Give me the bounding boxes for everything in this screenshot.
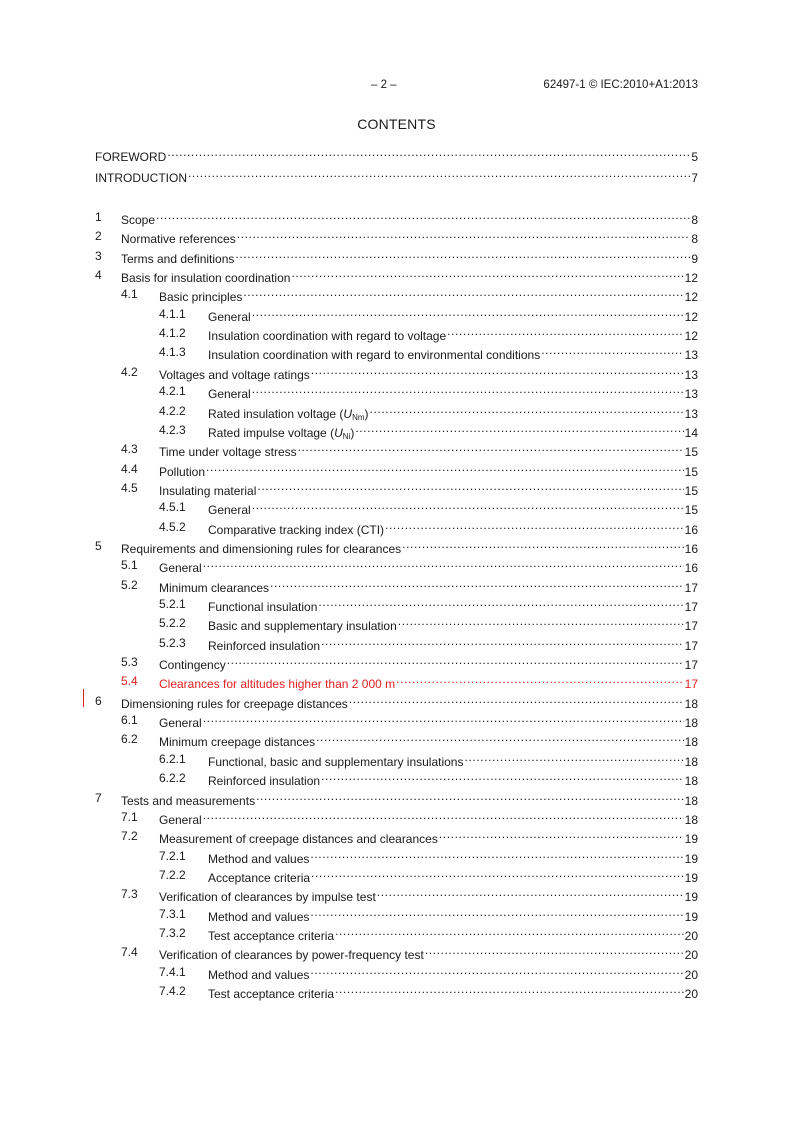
dot-leader [257, 481, 683, 495]
toc-entry[interactable] [95, 597, 698, 614]
toc-entry[interactable] [95, 422, 698, 441]
dot-leader [355, 423, 683, 437]
toc-entry-title [208, 407, 369, 421]
toc-entry-page: 8 [691, 213, 698, 227]
toc-entry-title: Contingency [159, 658, 226, 673]
dot-leader [321, 771, 684, 785]
dot-leader [237, 229, 691, 243]
dot-leader [318, 597, 683, 611]
toc-entry-page: 12 [684, 329, 698, 344]
toc-entry[interactable] [95, 326, 698, 344]
dot-leader [541, 345, 683, 359]
toc-entry-title: General [208, 387, 251, 402]
toc-entry[interactable] [95, 384, 698, 402]
toc-entry[interactable] [95, 287, 698, 305]
toc-entry[interactable]: 7 Tests and measurements ..... 18 [95, 791, 698, 805]
dot-leader [252, 500, 684, 514]
toc-entry-number: 4.2.1 [159, 384, 186, 399]
toc-entry-page: 16 [684, 522, 698, 537]
toc-entry-title: General [208, 503, 251, 518]
dot-leader [252, 307, 684, 321]
toc-entry-title: Method and values [208, 851, 310, 866]
toc-entry[interactable] [95, 558, 698, 576]
toc-entry-page: 19 [684, 870, 698, 885]
toc-entry-title: Reinforced insulation [208, 638, 321, 653]
toc-entry[interactable] [95, 461, 698, 479]
toc-entry-number: 4.3 [121, 442, 138, 457]
toc-entry-number: 7.2 [121, 829, 138, 844]
toc-entry-title: Verification of clearances by power-frequency test [159, 948, 424, 963]
dot-leader [188, 168, 690, 182]
dot-leader [298, 442, 684, 456]
toc-entry-number: 7.4.2 [159, 984, 186, 998]
toc-entry-title: Basic principles [159, 290, 243, 305]
voltage-symbol: U [343, 406, 353, 421]
toc-entry-title: Pollution [159, 464, 206, 479]
dot-leader [385, 520, 684, 534]
toc-entry-title-suffix: ) [350, 425, 355, 440]
toc-entry-number: 5.2.2 [159, 616, 186, 631]
toc-entry[interactable] [95, 829, 698, 847]
toc-entry-title-part: Rated impulse voltage ( [208, 425, 335, 440]
toc-entry-page: 16 [684, 561, 698, 576]
toc-entry-number: 7.3.1 [159, 906, 186, 921]
toc-entry-page: 17 [684, 580, 698, 595]
toc-entry[interactable] [95, 964, 698, 982]
dot-leader [167, 147, 690, 161]
toc-entry[interactable]: 2 Normative references ..... 8 [95, 229, 698, 243]
toc-entry-page: 17 [684, 658, 698, 673]
toc-entry[interactable] [95, 500, 698, 518]
dot-leader [398, 616, 684, 630]
toc-entry-title: General [208, 309, 251, 324]
toc-entry-page: 18 [684, 716, 698, 731]
page-number: – 2 – [371, 79, 397, 91]
toc-entry-title: Measurement of creepage distances and clearances [159, 832, 438, 847]
toc-entry-page: 13 [684, 387, 698, 402]
toc-entry-title: Insulation coordination with regard to environmental conditions [208, 348, 541, 363]
toc-entry-page: 18 [684, 754, 698, 769]
toc-entry-title: Reinforced insulation [208, 774, 321, 789]
toc-entry[interactable]: 4 Basis for insulation coordination ..... 12 [95, 268, 698, 282]
toc-entry-title: Test acceptance criteria [208, 928, 335, 943]
toc-entry-page: 17 [684, 600, 698, 614]
dot-leader [243, 287, 683, 301]
toc-entry[interactable] [95, 306, 698, 324]
toc-entry-page: 19 [684, 909, 698, 924]
toc-entry[interactable]: 1 Scope ..... 8 [95, 210, 698, 224]
toc-entry-page: 19 [684, 890, 698, 905]
toc-entry-page: 13 [684, 348, 698, 363]
dot-leader [311, 365, 684, 379]
dot-leader [156, 210, 690, 224]
toc-entry-title: Tests and measurements [121, 793, 256, 808]
toc-entry-number: 4.1.2 [159, 326, 186, 341]
toc-entry[interactable] [95, 809, 698, 827]
toc-entry[interactable] [95, 480, 698, 498]
toc-entry-title: Basic and supplementary insulation [208, 619, 397, 634]
toc-entry-number: 4.4 [121, 461, 138, 476]
toc-entry-number: 7.3 [121, 887, 138, 902]
toc-entry-number: 4.5.2 [159, 519, 186, 534]
dot-leader [203, 810, 684, 824]
toc-entry-page: 16 [684, 541, 698, 556]
toc-entry-page: 20 [684, 987, 698, 1001]
toc-entry[interactable] [95, 519, 698, 537]
toc-entry[interactable] [95, 577, 698, 595]
toc-entry-number: 7.4.1 [159, 964, 186, 979]
toc-entry-title: General [159, 812, 202, 827]
toc-entry-page: 12 [684, 309, 698, 324]
toc-entry-title: Minimum clearances [159, 580, 270, 595]
toc-entry-subscript: Ni [342, 431, 351, 441]
toc-entry-number: 4.2.2 [159, 403, 186, 418]
toc-entry[interactable] [95, 848, 698, 866]
dot-leader [206, 462, 684, 476]
toc-entry-title: Acceptance criteria [208, 870, 311, 885]
toc-entry-page: 18 [684, 793, 698, 808]
toc-entry-title: Basis for insulation coordination [121, 271, 291, 286]
dot-leader [396, 674, 684, 688]
toc-entry-subscript: Nm [352, 412, 365, 422]
toc-entry-title: Verification of clearances by impulse test [159, 890, 376, 905]
toc-entry-number: 5.2.1 [159, 597, 186, 611]
toc-entry-page: 19 [684, 851, 698, 866]
dot-leader [203, 713, 684, 727]
toc-entry-number: 5.1 [121, 558, 138, 573]
dot-leader [227, 655, 684, 669]
toc-entry-page: 20 [684, 948, 698, 963]
dot-leader [310, 907, 683, 921]
toc-entry-page: 9 [691, 251, 698, 266]
toc-entry-page: 18 [684, 774, 698, 789]
toc-entry-number: 4.5 [121, 480, 138, 495]
dot-leader [335, 926, 684, 940]
toc-entry-number: 5.2.3 [159, 635, 186, 650]
toc-entry-number: 6.1 [121, 713, 138, 728]
toc-entry-number: 6.2.2 [159, 771, 186, 786]
toc-entry-page: 15 [684, 445, 698, 460]
toc-entry-number: 6.2.1 [159, 751, 186, 766]
toc-entry-page: 13 [684, 367, 698, 382]
toc-entry-number: 5.4 [121, 674, 138, 689]
page-title: CONTENTS [357, 116, 436, 132]
toc-entry-title: Method and values [208, 909, 310, 924]
toc-entry-title [208, 426, 354, 440]
dot-leader [377, 887, 684, 901]
dot-leader [252, 384, 684, 398]
toc-entry[interactable] [95, 732, 698, 750]
toc-entry-title: Time under voltage stress [159, 445, 297, 460]
toc-entry-title: Minimum creepage distances [159, 735, 316, 750]
toc-entry[interactable] [95, 168, 698, 185]
toc-entry-page: 20 [684, 967, 698, 982]
toc-entry-page: 13 [684, 406, 698, 421]
toc-entry-number: 4.1 [121, 287, 138, 302]
dot-leader [439, 829, 684, 843]
toc-entry[interactable] [95, 147, 698, 164]
toc-entry[interactable] [95, 867, 698, 885]
toc-entry-title: Functional insulation [208, 600, 318, 614]
dot-leader [203, 558, 684, 572]
dot-leader [402, 539, 683, 553]
toc-entry[interactable] [95, 945, 698, 963]
dot-leader [235, 249, 690, 263]
toc-entry[interactable] [95, 345, 698, 363]
toc-entry[interactable]: 5 Requirements and dimensioning rules for clearances ..... 16 [95, 539, 698, 553]
toc-entry-page: 14 [684, 425, 698, 440]
dot-leader [447, 326, 683, 340]
toc-entry[interactable] [95, 364, 698, 382]
toc-entry-number: 4.2 [121, 364, 138, 379]
toc-entry-title: Insulation coordination with regard to voltage [208, 329, 447, 344]
toc-entry[interactable] [95, 674, 698, 692]
toc-entry-page: 15 [684, 503, 698, 518]
toc-entry-title: Insulating material [159, 483, 257, 498]
toc-entry-page: 20 [684, 928, 698, 943]
voltage-symbol: U [334, 425, 343, 440]
toc-entry-page: 17 [684, 638, 698, 653]
toc-entry[interactable]: 3 Terms and definitions ..... 9 [95, 249, 698, 263]
dot-leader [256, 791, 684, 805]
toc-entry-page: 19 [684, 832, 698, 847]
dot-leader [311, 868, 684, 882]
toc-entry-title: Test acceptance criteria [208, 987, 335, 1001]
toc-entry[interactable] [95, 616, 698, 634]
toc-entry-page: 17 [684, 619, 698, 634]
toc-entry-number: 7.2.1 [159, 848, 186, 863]
toc-entry-title-part: Rated insulation voltage ( [208, 406, 344, 421]
toc-entry-title: FOREWORD [95, 150, 167, 164]
toc-entry-page: 12 [684, 290, 698, 305]
toc-entry-number: 7.2.2 [159, 867, 186, 882]
toc-entry-title: Comparative tracking index (CTI) [208, 522, 385, 537]
toc-entry[interactable] [95, 751, 698, 769]
dot-leader [270, 578, 684, 592]
toc-entry-title: Scope [121, 213, 156, 227]
dot-leader [321, 636, 684, 650]
dot-leader [316, 732, 684, 746]
toc-entry-title: Clearances for altitudes higher than 2 000 m [159, 677, 396, 692]
dot-leader [335, 984, 684, 998]
dot-leader [425, 945, 684, 959]
page-header [0, 78, 793, 92]
toc-entry-title: General [159, 561, 202, 576]
toc-entry-title: General [159, 716, 202, 731]
toc-entry[interactable]: 6 Dimensioning rules for creepage distances ..... 18 [95, 694, 698, 708]
toc-entry[interactable] [95, 635, 698, 653]
toc-entry[interactable] [95, 771, 698, 789]
dot-leader [310, 849, 683, 863]
toc-entry-page: 15 [684, 483, 698, 498]
toc-entry-number: 4.1.3 [159, 345, 186, 360]
dot-leader [349, 694, 684, 708]
dot-leader [291, 268, 683, 282]
toc-entry-page: 5 [691, 150, 698, 164]
toc-entry-page: 18 [684, 696, 698, 711]
dot-leader [370, 404, 684, 418]
toc-entry-number: 4.1.1 [159, 306, 186, 321]
toc-entry-title: Requirements and dimensioning rules for clearances [121, 541, 402, 556]
toc-entry-number: 6.2 [121, 732, 138, 747]
toc-entry[interactable] [95, 984, 698, 1001]
toc-entry-page: 12 [684, 271, 698, 286]
toc-entry-number: 7.4 [121, 945, 138, 960]
dot-leader [464, 752, 683, 766]
toc-entry-page: 7 [691, 171, 698, 185]
toc-entry-number: 7.3.2 [159, 925, 186, 940]
toc-entry-title: Functional, basic and supplementary insulations [208, 754, 464, 769]
toc-entry[interactable] [95, 906, 698, 924]
toc-entry[interactable] [95, 887, 698, 905]
toc-entry[interactable] [95, 403, 698, 422]
toc-entry[interactable] [95, 442, 698, 460]
change-bar [83, 689, 84, 707]
toc-entry-title: Method and values [208, 967, 310, 982]
toc-entry-title-suffix: ) [364, 406, 369, 421]
toc-entry-number: 4.5.1 [159, 500, 186, 515]
toc-entry-title: Voltages and voltage ratings [159, 367, 310, 382]
toc-entry-number: 5.2 [121, 577, 138, 592]
toc-entry-number: 7.1 [121, 809, 138, 824]
document-id: 62497-1 © IEC:2010+A1:2013 [543, 79, 698, 91]
toc-entry-page: 17 [684, 677, 698, 692]
toc-entry-number: 4.2.3 [159, 422, 186, 437]
toc-entry-page: 15 [684, 464, 698, 479]
toc-entry-title: Terms and definitions [121, 251, 235, 266]
toc-entry-title: Normative references [121, 232, 236, 247]
toc-entry-title: INTRODUCTION [95, 171, 187, 185]
toc-entry[interactable] [95, 925, 698, 943]
toc-entry[interactable] [95, 655, 698, 673]
dot-leader [310, 965, 683, 979]
toc-entry-page: 18 [684, 735, 698, 750]
toc-entry-page: 18 [684, 812, 698, 827]
toc-entry-number: 5.3 [121, 655, 138, 670]
toc-entry-title: Dimensioning rules for creepage distances [121, 696, 348, 711]
toc-entry[interactable] [95, 713, 698, 731]
toc-entry-page: 8 [691, 232, 698, 247]
